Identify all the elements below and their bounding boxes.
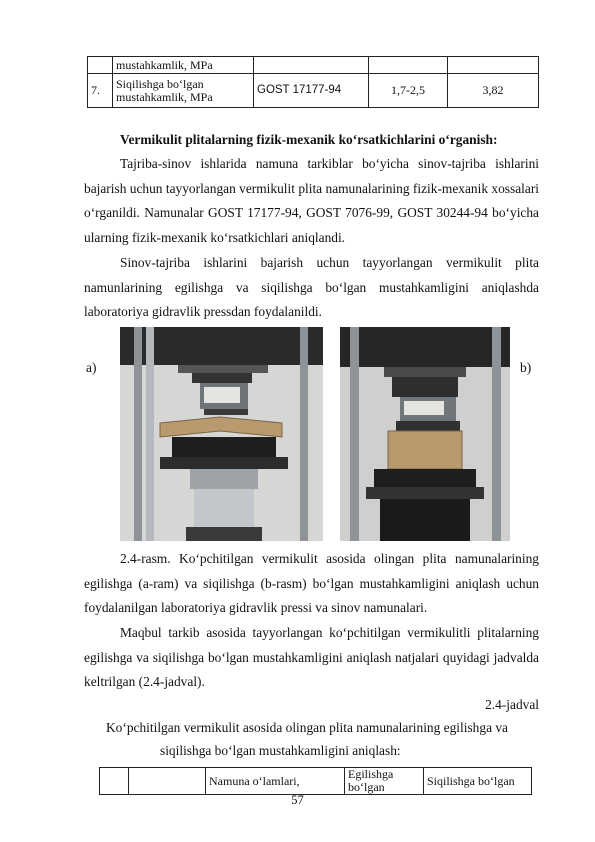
table-title-line: siqilishga bo‘lgan mustahkamligini aniqlash: xyxy=(160,743,401,758)
table-reference: 2.4-jadval xyxy=(485,697,539,712)
bending-test-photo xyxy=(120,327,323,541)
figure-caption: 2.4-rasm. Ko‘pchitilgan vermikulit asosida olingan plita namunalarining egilishga (a-ram) va siqilishga (b-rasm) bo‘lgan mustahkamligini aniqlash uchun foydalanilgan laboratoriya gidravlik pressi va sinov namunalari. xyxy=(84,551,539,615)
header-cell xyxy=(129,768,206,795)
property-name-cell: mustahkamlik, MPa xyxy=(113,57,254,74)
table-row xyxy=(88,74,539,108)
standard-cell xyxy=(254,57,369,74)
value-cell xyxy=(448,57,539,74)
table-title-line: Ko‘pchitilgan vermikulit asosida olingan plita namunalarining egilishga va xyxy=(106,720,509,735)
strength-table xyxy=(99,767,532,795)
row-number-cell xyxy=(88,57,113,74)
property-name-cell xyxy=(113,74,254,108)
range-cell xyxy=(369,57,448,74)
row-number-cell: 7. xyxy=(88,74,113,108)
press-image xyxy=(120,327,323,541)
range-cell: 1,7-2,5 xyxy=(369,74,448,108)
figure-label-b: b) xyxy=(520,360,532,375)
header-cell: Siqilishga bo‘lgan xyxy=(424,768,532,795)
section-heading: Vermikulit plitalarning fizik-mexanik ko‘rsatkichlarini o‘rganish: xyxy=(120,132,498,147)
page-number: 57 xyxy=(291,793,304,807)
paragraph: Tajriba-sinov ishlarida namuna tarkiblar bo‘yicha sinov-tajriba ishlarini bajarish uchun tayyorlangan vermikulit plita namunalarining fizik-mexanik xossalari o‘rganildi. Namunalar GOST 17177-94, GOST 7076-99, GOST 30244-94 bo‘yicha ularning fizik-mexanik ko‘rsatkichlari aniqlandi. xyxy=(84,156,539,245)
figure-label-a: a) xyxy=(86,360,97,375)
property-name-line: mustahkamlik, MPa xyxy=(116,89,213,104)
value-cell: 3,82 xyxy=(448,74,539,108)
properties-table xyxy=(87,56,539,108)
compression-test-photo xyxy=(340,327,510,541)
property-name-line: Siqilishga bo‘lgan xyxy=(116,76,204,91)
header-cell: Egilishga bo‘lgan xyxy=(345,768,424,795)
paragraph: Sinov-tajriba ishlarini bajarish uchun tayyorlangan vermikulit plita namunlarining egilishga va siqilishga bo‘lgan mustahkamligini aniqlashda laboratoriya gidravlik pressdan foydalanildi. xyxy=(84,255,539,319)
paragraph: Maqbul tarkib asosida tayyorlangan ko‘pchitilgan vermikulitli plitalarning egilishga va siqilishga bo‘lgan mustahkamligini aniqlash natjalari quyidagi jadvalda keltrilgan (2.4-jadval). xyxy=(84,625,539,689)
table-row xyxy=(88,57,539,74)
header-cell: Namuna o‘lamlari, xyxy=(206,768,345,795)
press-image xyxy=(340,327,510,541)
header-cell xyxy=(100,768,129,795)
standard-cell: GOST 17177-94 xyxy=(254,74,369,108)
table-header-row xyxy=(100,768,532,795)
